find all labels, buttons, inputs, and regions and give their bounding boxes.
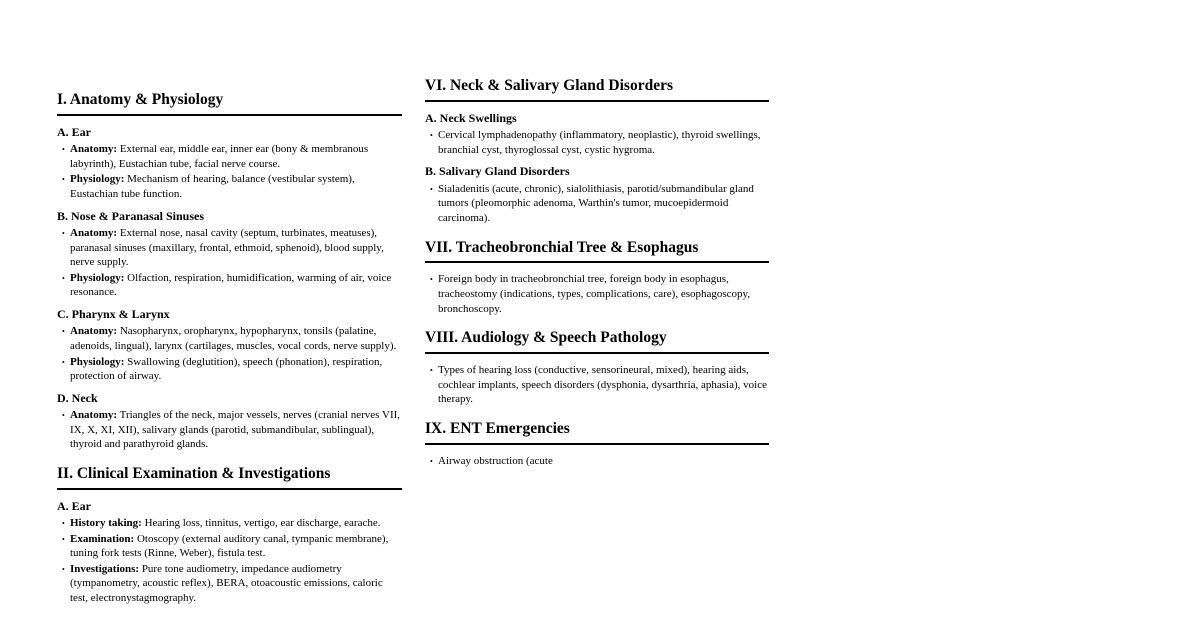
subsection-heading: A. Ear	[57, 498, 91, 513]
subsection-heading: A. Ear	[57, 124, 91, 139]
item-text: Otoscopy (external auditory canal, tympanic membrane), tuning fork tests (Rinne, Weber), fistula test.	[70, 532, 389, 560]
section-heading: I. Anatomy & Physiology	[57, 91, 402, 116]
term-label: Investigations:	[70, 562, 140, 575]
section-heading: VII. Tracheobronchial Tree & Esophagus	[425, 239, 769, 264]
list-item	[70, 516, 402, 531]
bullet-list	[57, 324, 402, 383]
list-item	[70, 172, 402, 201]
list-item	[438, 272, 769, 316]
section-heading: IX. ENT Emergencies	[425, 420, 769, 445]
item-text: Mechanism of hearing, balance (vestibular system), Eustachian tube function.	[70, 173, 355, 200]
list-item	[438, 454, 769, 469]
term-label: Examination:	[70, 532, 135, 545]
list-item	[70, 142, 402, 171]
term-label: Anatomy:	[70, 409, 118, 422]
item-text: Types of hearing loss (conductive, sensorineural, mixed), hearing aids, cochlear implants, speech disorders (dysphonia, dysarthria, aphasia), voice therapy.	[438, 363, 767, 406]
item-text: Pure tone audiometry, impedance audiometry (tympanometry, acoustic reflex), BERA, otoacoustic emissions, caloric test, electronystagmography.	[70, 562, 383, 605]
item-text: Sialadenitis (acute, chronic), sialolithiasis, parotid/submandibular gland tumors (pleomorphic adenoma, Warthin's tumor, mucoepidermoid carcinoma).	[438, 182, 754, 224]
subsection-heading: B. Salivary Gland Disorders	[425, 164, 570, 179]
bullet-list	[425, 182, 769, 226]
bullet-list	[425, 454, 769, 469]
item-text: Foreign body in tracheobronchial tree, foreign body in esophagus, tracheostomy (indications, types, complications, care), esophagoscopy, bronchoscopy.	[438, 273, 751, 315]
section-ent-emergencies	[425, 420, 769, 468]
section-heading: VIII. Audiology & Speech Pathology	[425, 329, 769, 354]
section-heading: II. Clinical Examination & Investigations	[57, 465, 402, 490]
list-item	[70, 355, 402, 384]
section-anatomy-physiology	[57, 91, 402, 452]
item-text: Nasopharynx, oropharynx, hypopharynx, tonsils (palatine, adenoids, lingual), larynx (cartilages, muscles, vocal cords, nerve supply).	[70, 325, 397, 352]
bullet-list	[425, 128, 769, 157]
list-item	[70, 226, 402, 270]
list-item	[438, 128, 769, 157]
term-label: History taking:	[70, 517, 142, 530]
subsection-heading: A. Neck Swellings	[425, 110, 517, 125]
item-text: External ear, middle ear, inner ear (bony & membranous labyrinth), Eustachian tube, facial nerve course.	[70, 143, 369, 170]
right-column	[425, 77, 769, 470]
section-heading: VI. Neck & Salivary Gland Disorders	[425, 77, 769, 102]
list-item	[70, 532, 402, 561]
list-item	[70, 408, 402, 452]
term-label: Anatomy:	[70, 325, 118, 338]
section-clinical-examination	[57, 465, 402, 606]
item-text: Triangles of the neck, major vessels, nerves (cranial nerves VII, IX, X, XI, XII), salivary glands (parotid, submandibular, sublingual), thyroid and parathyroid glands.	[70, 409, 401, 451]
item-text: Olfaction, respiration, humidification, warming of air, voice resonance.	[70, 271, 392, 299]
bullet-list	[57, 142, 402, 201]
list-item	[70, 271, 402, 300]
term-label: Physiology:	[70, 271, 125, 284]
term-label: Anatomy:	[70, 226, 118, 239]
list-item	[438, 182, 769, 226]
term-label: Physiology:	[70, 173, 125, 186]
item-text: Cervical lymphadenopathy (inflammatory, neoplastic), thyroid swellings, branchial cyst, thyroglossal cyst, cystic hygroma.	[438, 129, 761, 156]
bullet-list	[57, 516, 402, 606]
list-item	[438, 363, 769, 407]
bullet-list	[425, 363, 769, 407]
list-item	[70, 562, 402, 606]
bullet-list	[425, 272, 769, 316]
section-tracheobronchial	[425, 239, 769, 317]
subsection-heading: B. Nose & Paranasal Sinuses	[57, 208, 205, 223]
list-item	[70, 324, 402, 353]
term-label: Physiology:	[70, 355, 125, 368]
item-text: Hearing loss, tinnitus, vertigo, ear discharge, earache.	[141, 517, 381, 530]
subsection-heading: D. Neck	[57, 390, 98, 405]
subsection-heading: C. Pharynx & Larynx	[57, 306, 170, 321]
item-text: External nose, nasal cavity (septum, turbinates, meatuses), paranasal sinuses (maxillary, frontal, ethmoid, sphenoid), blood supply, nerve supply.	[70, 226, 384, 269]
bullet-list	[57, 226, 402, 300]
item-text: Swallowing (deglutition), speech (phonation), respiration, protection of airway.	[70, 355, 383, 383]
section-audiology-speech	[425, 329, 769, 407]
bullet-list	[57, 408, 402, 452]
section-neck-salivary	[425, 77, 769, 226]
item-text: Airway obstruction (acute	[438, 454, 553, 467]
left-column	[57, 91, 402, 608]
term-label: Anatomy:	[70, 143, 118, 156]
